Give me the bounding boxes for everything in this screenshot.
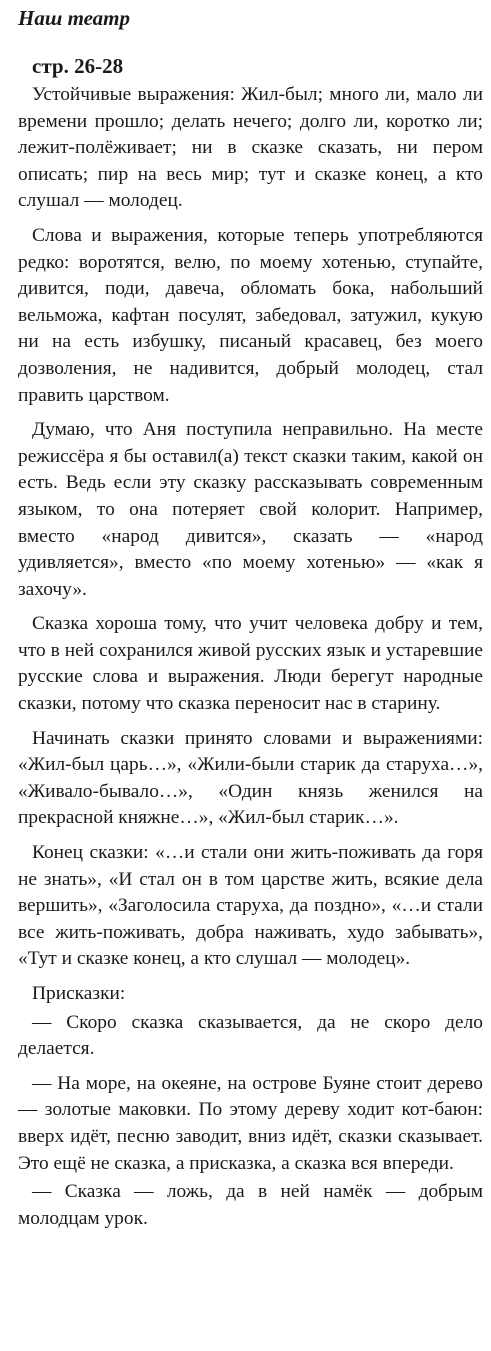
paragraph-why-good: Сказка хороша тому, что учит человека добру и тем, что в ней сохранился живой русских язык и устаревшие русские слова и выражения. Люди берегут народные сказки, потому что сказка переносит нас в старину. bbox=[18, 613, 483, 715]
paragraph-endings: Конец сказки: «…и стали они жить-поживать да горя не знать», «И стал он в том царстве жить, всякие дела вершить», «Заголосила старуха, да поздно», «…и стали все жить-поживать, добра наживать, худо забывать», «Тут и сказке конец, а кто слушал — молодец». bbox=[18, 842, 483, 970]
saying-item: — Скоро сказка сказывается, да не скоро дело делается. bbox=[18, 1011, 483, 1060]
paragraph-set-expressions: Устойчивые выражения: Жил-был; много ли, мало ли времени прошло; делать нечего; долго ли, коротко ли; лежит-полёживает; ни в сказке сказать, ни пером описать; пир на весь мир; тут и сказке конец, а кто слушал — молодец. bbox=[18, 84, 483, 212]
running-header: Наш театр bbox=[18, 6, 131, 30]
saying-item: — Сказка — ложь, да в ней намёк — добрым молодцам урок. bbox=[18, 1181, 483, 1229]
paragraph-rare-words: Слова и выражения, которые теперь употребляются редко: воротятся, велю, по моему хотенью, ступайте, дивится, поди, давеча, обломать бока, набольший вельможа, кафтан посулят, забедовал, затужил, кукую ни на есть избушку, писаный красавец, без моего дозволения, не надивится, добрый молодец, стал править царством. bbox=[18, 224, 483, 406]
page-reference: стр. 26-28 bbox=[32, 54, 124, 78]
paragraph-opinion: Думаю, что Аня поступила неправильно. На месте режиссёра я бы оставил(а) текст сказки таким, какой он есть. Ведь если эту сказку рассказывать современным языком, то она потеряет свой колорит. Например, вместо «народ дивится», сказать — «народ удивляется», вместо «по моему хотенью» — «как я захочу». bbox=[18, 419, 483, 600]
paragraph-sayings-heading: Присказки: bbox=[32, 983, 126, 1004]
paragraph-beginnings: Начинать сказки принято словами и выражениями: «Жил-был царь…», «Жили-были старик да старуха…», «Живало-бывало…», «Один князь женился на прекрасной княжне…», «Жил-был старик…». bbox=[18, 727, 483, 829]
saying-item: — На море, на океяне, на острове Буяне стоит дерево — золотые маковки. По этому дереву ходит кот-баюн: вверх идёт, песню заводит, вниз идёт, сказки сказывает. Это ещё не сказка, а присказка, а сказка вся впереди. bbox=[18, 1072, 483, 1174]
